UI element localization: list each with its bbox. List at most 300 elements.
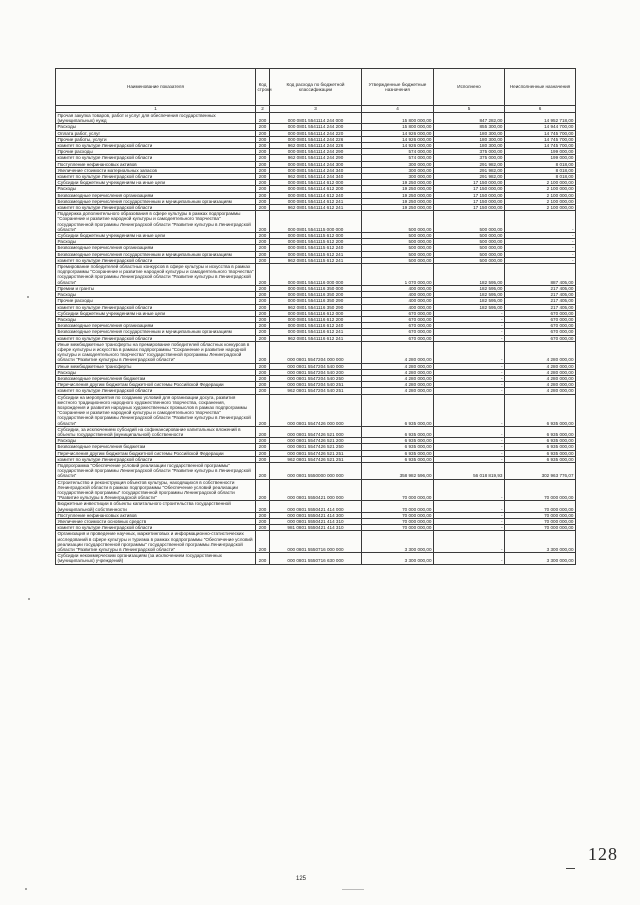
column-number: 1 (56, 106, 256, 113)
row-budget-code: 000 0801 5541114 244 226 (270, 136, 362, 142)
row-name: Прочие расходы (56, 149, 256, 155)
row-executed: - (434, 512, 505, 518)
row-budget-code: 000 0801 5547204 540 250 (270, 375, 362, 381)
row-unexecuted: - (505, 257, 576, 263)
row-unexecuted: 2 100 000,00 (505, 192, 576, 198)
row-name: Безвозмездные перечисления организациям (56, 323, 256, 329)
row-budget-code: 000 0801 5550716 630 000 (270, 553, 362, 564)
row-line-code: 200 (256, 174, 270, 180)
header-name: Наименование показателя (56, 69, 256, 106)
row-line-code: 200 (256, 124, 270, 130)
table-row (56, 251, 576, 257)
row-line-code: 200 (256, 462, 270, 479)
row-line-code: 200 (256, 211, 270, 233)
row-executed: - (434, 394, 505, 426)
row-budget-code: 000 0801 5541115 612 200 (270, 239, 362, 245)
row-name: Иные межбюджетные трансферты (56, 363, 256, 369)
row-executed: - (434, 335, 505, 341)
row-name: Субсидии некоммерческим организациям (за исключением государственных (муниципальных) учреждений) (56, 553, 256, 564)
row-line-code: 200 (256, 198, 270, 204)
row-approved: 500 000,00 (362, 233, 434, 239)
row-line-code: 200 (256, 186, 270, 192)
row-line-code: 200 (256, 292, 270, 298)
row-name: Безвозмездные перечисления государственным и муниципальным организациям (56, 329, 256, 335)
row-unexecuted: 4 280 000,00 (505, 375, 576, 381)
row-name: Безвозмездные перечисления государственным и муниципальным организациям (56, 251, 256, 257)
row-executed: 182 595,00 (434, 292, 505, 298)
scan-speck (25, 888, 27, 890)
row-unexecuted: 3 300 000,00 (505, 553, 576, 564)
row-budget-code: 000 0801 5547426 000 000 (270, 394, 362, 426)
row-budget-code: 962 0801 5541116 612 241 (270, 335, 362, 341)
row-approved: 14 926 000,00 (362, 143, 434, 149)
row-executed: - (434, 438, 505, 444)
row-line-code: 200 (256, 369, 270, 375)
row-budget-code: 000 0801 5547426 521 200 (270, 438, 362, 444)
row-executed: 17 150 000,00 (434, 186, 505, 192)
row-executed: 375 000,00 (434, 149, 505, 155)
row-line-code: 200 (256, 329, 270, 335)
row-line-code: 200 (256, 180, 270, 186)
row-unexecuted: 14 745 700,00 (505, 143, 576, 149)
row-name: Субсидии на мероприятия по созданию условий для организации досуга, развития местного традиционного народного художественного творчества, сохранения, возрождения и развития народных художественных промыслов в рамках подпрограммы "Сохранение и развитие народной культуры и самодеятельного творчества" государственной программы Ленинградской области "Развитие культуры в Ленинградской области" (56, 394, 256, 426)
row-unexecuted: 2 100 000,00 (505, 180, 576, 186)
row-line-code: 200 (256, 501, 270, 512)
row-executed: - (434, 456, 505, 462)
row-budget-code: 000 0801 5541114 244 290 (270, 149, 362, 155)
row-unexecuted: 199 000,00 (505, 149, 576, 155)
row-approved: 500 000,00 (362, 211, 434, 233)
row-line-code: 200 (256, 285, 270, 291)
row-unexecuted: 6 935 000,00 (505, 426, 576, 437)
row-approved: 19 250 000,00 (362, 180, 434, 186)
row-unexecuted: 2 100 000,00 (505, 198, 576, 204)
row-executed: - (434, 310, 505, 316)
row-budget-code: 000 0801 5541114 244 000 (270, 113, 362, 124)
row-approved: 670 000,00 (362, 310, 434, 316)
row-line-code: 200 (256, 553, 270, 564)
row-budget-code: 000 0801 5541114 244 200 (270, 124, 362, 130)
row-unexecuted: 217 405,00 (505, 298, 576, 304)
row-budget-code: 962 0801 5541114 244 226 (270, 143, 362, 149)
row-name: Увеличение стоимости материальных запасов (56, 167, 256, 173)
row-name: Расходы (56, 186, 256, 192)
row-budget-code: 000 0801 5541116 612 241 (270, 329, 362, 335)
row-budget-code: 962 0801 5541114 244 290 (270, 155, 362, 161)
row-line-code: 200 (256, 239, 270, 245)
row-executed: - (434, 341, 505, 363)
row-budget-code: 000 0801 5541116 612 000 (270, 310, 362, 316)
row-budget-code: 000 0801 5541114 244 340 (270, 167, 362, 173)
margin-dash (566, 868, 575, 869)
row-unexecuted: 14 952 718,00 (505, 113, 576, 124)
row-name: Расходы (56, 438, 256, 444)
table-row (56, 233, 576, 239)
row-line-code: 200 (256, 438, 270, 444)
row-executed: 180 300,00 (434, 143, 505, 149)
row-executed: - (434, 444, 505, 450)
row-line-code: 200 (256, 375, 270, 381)
row-line-code: 200 (256, 316, 270, 322)
row-budget-code: 981 0801 5550421 414 310 (270, 525, 362, 531)
row-unexecuted: 670 000,00 (505, 310, 576, 316)
row-budget-code: 000 0801 5547426 521 251 (270, 450, 362, 456)
row-budget-code: 000 0801 5541115 612 000 (270, 233, 362, 239)
row-executed: - (434, 316, 505, 322)
row-approved: 19 250 000,00 (362, 192, 434, 198)
row-line-code: 200 (256, 310, 270, 316)
row-approved: 19 250 000,00 (362, 205, 434, 211)
row-line-code: 200 (256, 298, 270, 304)
row-approved: 500 000,00 (362, 239, 434, 245)
row-executed: 291 982,00 (434, 167, 505, 173)
row-executed: 375 000,00 (434, 155, 505, 161)
row-name: Премии и гранты (56, 285, 256, 291)
row-executed: 500 000,00 (434, 239, 505, 245)
table-row (56, 155, 576, 161)
column-number: 4 (362, 106, 434, 113)
row-budget-code: 000 0801 5547204 540 200 (270, 369, 362, 375)
row-approved: 300 000,00 (362, 161, 434, 167)
row-approved: 574 000,00 (362, 149, 434, 155)
row-executed: - (434, 363, 505, 369)
row-unexecuted: 70 000 000,00 (505, 501, 576, 512)
row-line-code: 200 (256, 525, 270, 531)
header-unexecuted: Неисполненные назначения (505, 69, 576, 106)
row-executed: - (434, 323, 505, 329)
row-unexecuted: 70 000 000,00 (505, 512, 576, 518)
row-executed: 17 150 000,00 (434, 205, 505, 211)
row-name: комитет по культуре Ленинградской области (56, 335, 256, 341)
row-name: Иные межбюджетные трансферты на премирование победителей областных конкурсов в сфере культуры и искусства в рамках подпрограммы "Сохранение и развитие народной культуры и самодеятельного творчества" государственной программы Ленинградской области "Развитие культуры в Ленинградской области" (56, 341, 256, 363)
row-unexecuted: 2 100 000,00 (505, 205, 576, 211)
row-line-code: 200 (256, 167, 270, 173)
column-number-row (56, 106, 576, 113)
row-approved: 6 935 000,00 (362, 450, 434, 456)
row-executed: 17 150 000,00 (434, 198, 505, 204)
row-approved: 6 935 000,00 (362, 456, 434, 462)
row-name: комитет по культуре Ленинградской области (56, 456, 256, 462)
row-approved: 70 000 000,00 (362, 525, 434, 531)
row-line-code: 200 (256, 388, 270, 394)
row-unexecuted: 217 405,00 (505, 285, 576, 291)
row-unexecuted: 302 963 776,07 (505, 462, 576, 479)
row-unexecuted: 8 018,00 (505, 161, 576, 167)
row-executed: 500 000,00 (434, 245, 505, 251)
row-line-code: 200 (256, 531, 270, 553)
row-name: комитет по культуре Ленинградской области (56, 388, 256, 394)
row-executed: - (434, 519, 505, 525)
row-approved: 358 982 596,00 (362, 462, 434, 479)
row-approved: 300 000,00 (362, 167, 434, 173)
table-row (56, 462, 576, 479)
row-executed: - (434, 382, 505, 388)
scan-speck (28, 598, 30, 600)
row-budget-code: 000 0801 5541115 612 240 (270, 245, 362, 251)
row-name: комитет по культуре Ленинградской области (56, 304, 256, 310)
row-executed: 500 000,00 (434, 257, 505, 263)
row-approved: 4 280 000,00 (362, 341, 434, 363)
row-executed: 182 595,00 (434, 304, 505, 310)
row-name: Расходы (56, 124, 256, 130)
row-approved: 6 935 000,00 (362, 438, 434, 444)
header-executed: Исполнено (434, 69, 505, 106)
row-line-code: 200 (256, 519, 270, 525)
row-line-code: 200 (256, 233, 270, 239)
row-unexecuted: 887 405,00 (505, 264, 576, 286)
table-row (56, 479, 576, 501)
row-line-code: 200 (256, 323, 270, 329)
row-name: Поддержка дополнительного образования в сфере культуры в рамках подпрограммы "Сохранение и развитие народной культуры и самодеятельного творчества" государственной программы Ленинградской области "Развитие культуры в Ленинградской области" (56, 211, 256, 233)
row-executed: 182 595,00 (434, 285, 505, 291)
row-approved: 70 000 000,00 (362, 501, 434, 512)
row-approved: 4 280 000,00 (362, 388, 434, 394)
row-line-code: 200 (256, 335, 270, 341)
row-executed: 56 018 819,93 (434, 462, 505, 479)
table-row (56, 245, 576, 251)
row-approved: 14 926 000,00 (362, 130, 434, 136)
row-budget-code: 000 0801 5550421 000 000 (270, 479, 362, 501)
row-unexecuted: 70 000 000,00 (505, 479, 576, 501)
report-sheet (55, 68, 575, 565)
row-line-code: 200 (256, 113, 270, 124)
row-approved: 500 000,00 (362, 257, 434, 263)
row-name: Прочие работы, услуги (56, 136, 256, 142)
row-executed: 182 595,00 (434, 264, 505, 286)
header-approved: Утвержденные бюджетные назначения (362, 69, 434, 106)
row-name: Субсидии бюджетным учреждениям на иные цели (56, 233, 256, 239)
row-unexecuted: 14 745 700,00 (505, 130, 576, 136)
row-name: Премирование победителей областных конкурсов в сфере культуры и искусства в рамках подпрограммы "Сохранение и развитие народной культуры и самодеятельного творчества" государственной программы Ленинградской области "Развитие культуры в Ленинградской области" (57, 264, 254, 285)
row-budget-code: 000 0801 5550421 414 310 (270, 519, 362, 525)
row-budget-code: 000 0801 5541116 350 000 (270, 285, 362, 291)
row-executed: 291 982,00 (434, 174, 505, 180)
row-unexecuted: 8 018,00 (505, 167, 576, 173)
row-unexecuted: 14 944 700,00 (505, 124, 576, 130)
row-name: Субсидии бюджетным учреждениям на иные цели (56, 180, 256, 186)
row-budget-code: 000 0801 5547426 521 250 (270, 444, 362, 450)
row-budget-code: 000 0801 5541115 000 000 (270, 211, 362, 233)
row-name: Перечисления другим бюджетам бюджетной системы Российской Федерации (56, 450, 256, 456)
row-name: Подпрограмма "Обеспечение условий реализации государственной программы" государственной программы Ленинградской области "Развитие культуры в Ленинградской области" (56, 462, 256, 479)
row-line-code: 200 (256, 512, 270, 518)
row-unexecuted: 670 000,00 (505, 335, 576, 341)
row-name: Увеличение стоимости основных средств (56, 519, 256, 525)
row-line-code: 200 (256, 130, 270, 136)
row-budget-code: 000 0801 5550716 000 000 (270, 531, 362, 553)
row-approved: 3 300 000,00 (362, 553, 434, 564)
row-budget-code: 962 0801 5547426 521 251 (270, 456, 362, 462)
row-executed: 180 300,00 (434, 136, 505, 142)
table-row (56, 553, 576, 564)
row-name: комитет по культуре Ленинградской области (56, 257, 256, 263)
row-line-code: 200 (256, 363, 270, 369)
row-approved: 500 000,00 (362, 245, 434, 251)
row-unexecuted: 6 935 000,00 (505, 438, 576, 444)
row-executed: - (434, 450, 505, 456)
row-approved: 15 800 000,00 (362, 124, 434, 130)
row-name: Бюджетные инвестиции в объекты капитального строительства государственной (муниципальной) собственности (56, 501, 256, 512)
row-name: Расходы (56, 316, 256, 322)
row-executed: 500 000,00 (434, 211, 505, 233)
row-budget-code: 000 0801 5547204 000 000 (270, 341, 362, 363)
row-name: Перечисления другим бюджетам бюджетной системы Российской Федерации (56, 382, 256, 388)
row-name: комитет по культуре Ленинградской области (56, 525, 256, 531)
row-name: Безвозмездные перечисления бюджетам (56, 375, 256, 381)
row-executed: - (434, 479, 505, 501)
row-budget-code: 000 0801 5550000 000 000 (270, 462, 362, 479)
row-name: Организация и проведение научных, маркетинговых и информационно-статистических исследований в сфере культуры и туризма в рамках подпрограммы "Обеспечение условий реализации государственной программы" государственной программы Ленинградской области "Развитие культуры в Ленинградской области" (56, 531, 256, 553)
row-line-code: 200 (256, 394, 270, 426)
row-unexecuted: 670 000,00 (505, 316, 576, 322)
table-row (56, 531, 576, 553)
row-approved: 300 000,00 (362, 174, 434, 180)
row-budget-code: 000 0801 5541114 244 300 (270, 161, 362, 167)
table-row (56, 198, 576, 204)
row-unexecuted: 70 000 000,00 (505, 525, 576, 531)
row-line-code: 200 (256, 264, 270, 286)
row-approved: 500 000,00 (362, 251, 434, 257)
row-name: комитет по культуре Ленинградской области (56, 174, 256, 180)
row-line-code: 200 (256, 382, 270, 388)
row-budget-code: 000 0801 5541116 612 200 (270, 316, 362, 322)
row-line-code: 200 (256, 136, 270, 142)
row-executed: - (434, 553, 505, 564)
row-approved: 670 000,00 (362, 323, 434, 329)
row-approved: 574 000,00 (362, 155, 434, 161)
row-executed: 291 982,00 (434, 161, 505, 167)
row-executed: 182 595,00 (434, 298, 505, 304)
row-budget-code: 000 0801 5541116 350 200 (270, 292, 362, 298)
row-approved: 4 280 000,00 (362, 363, 434, 369)
row-approved: 400 000,00 (362, 304, 434, 310)
row-executed: - (434, 329, 505, 335)
row-budget-code: 962 0801 5547204 540 251 (270, 388, 362, 394)
row-budget-code: 000 0801 5541114 612 241 (270, 198, 362, 204)
row-unexecuted: - (505, 239, 576, 245)
row-line-code: 200 (256, 192, 270, 198)
row-budget-code: 000 0801 5550421 414 000 (270, 501, 362, 512)
row-name: Субсидии бюджетным учреждениям на иные цели (56, 310, 256, 316)
row-executed: 17 150 000,00 (434, 180, 505, 186)
row-unexecuted: 70 000 000,00 (505, 519, 576, 525)
column-number: 2 (256, 106, 270, 113)
row-approved: 670 000,00 (362, 329, 434, 335)
row-approved: 70 000 000,00 (362, 479, 434, 501)
row-line-code: 200 (256, 450, 270, 456)
row-budget-code: 000 0801 5541115 612 241 (270, 251, 362, 257)
row-unexecuted: 4 280 000,00 (505, 388, 576, 394)
row-executed: 500 000,00 (434, 251, 505, 257)
row-executed: 180 300,00 (434, 130, 505, 136)
table-row (56, 161, 576, 167)
row-budget-code: 000 0801 5541114 612 200 (270, 186, 362, 192)
row-approved: 1 070 000,00 (362, 264, 434, 286)
row-unexecuted: 670 000,00 (505, 329, 576, 335)
row-executed: - (434, 388, 505, 394)
row-budget-code: 000 0801 5547204 540 251 (270, 382, 362, 388)
row-executed: - (434, 525, 505, 531)
row-budget-code: 000 0801 5541116 350 290 (270, 298, 362, 304)
row-unexecuted: 217 405,00 (505, 292, 576, 298)
row-name: Прочие расходы (56, 298, 256, 304)
row-name: комитет по культуре Ленинградской области (56, 155, 256, 161)
row-name: Расходы (56, 292, 256, 298)
row-approved: 3 300 000,00 (362, 531, 434, 553)
row-approved: 19 250 000,00 (362, 198, 434, 204)
table-row (56, 501, 576, 512)
table-body (56, 113, 576, 565)
row-budget-code: 962 0801 5541115 612 241 (270, 257, 362, 263)
row-executed: - (434, 369, 505, 375)
row-line-code: 200 (256, 341, 270, 363)
row-approved: 70 000 000,00 (362, 519, 434, 525)
row-line-code: 200 (256, 444, 270, 450)
row-name: Расходы (56, 239, 256, 245)
column-number: 5 (434, 106, 505, 113)
row-approved: 400 000,00 (362, 285, 434, 291)
row-approved: 4 280 000,00 (362, 382, 434, 388)
row-budget-code: 000 0801 5550421 414 300 (270, 512, 362, 518)
column-number: 6 (505, 106, 576, 113)
row-unexecuted: 4 280 000,00 (505, 363, 576, 369)
row-unexecuted: - (505, 211, 576, 233)
row-name: Прочая закупка товаров, работ и услуг для обеспечения государственных (муниципальных) нужд (56, 113, 256, 124)
row-name: Безвозмездные перечисления организациям (56, 192, 256, 198)
row-executed: - (434, 501, 505, 512)
row-executed: 17 150 000,00 (434, 192, 505, 198)
row-unexecuted: 3 300 000,00 (505, 531, 576, 553)
row-name: Строительство и реконструкция объектов культуры, находящихся в собственности Ленинградской области в рамках подпрограммы "Обеспечение условий реализации государственной программы" государственной программы Ленинградской области "Развитие культуры в Ленинградской области" (56, 479, 256, 501)
row-unexecuted: 6 935 000,00 (505, 450, 576, 456)
row-unexecuted: 670 000,00 (505, 323, 576, 329)
row-approved: 14 926 000,00 (362, 136, 434, 142)
scan-speck (27, 296, 29, 298)
row-line-code: 200 (256, 251, 270, 257)
row-name: Субсидии, за исключением субсидий на софинансирование капитальных вложений в объекты государственной (муниципальной) собственности (56, 426, 256, 437)
row-name: Поступление нефинансовых активов (56, 161, 256, 167)
table-row (56, 257, 576, 263)
row-approved: 19 250 000,00 (362, 186, 434, 192)
row-budget-code: 962 0801 5541114 612 241 (270, 205, 362, 211)
row-line-code: 200 (256, 161, 270, 167)
row-executed: 500 000,00 (434, 233, 505, 239)
row-line-code: 200 (256, 155, 270, 161)
row-approved: 6 935 000,00 (362, 426, 434, 437)
row-approved: 15 800 000,00 (362, 113, 434, 124)
row-executed: 855 300,00 (434, 124, 505, 130)
table-row (56, 113, 576, 124)
row-unexecuted: 2 100 000,00 (505, 186, 576, 192)
row-budget-code: 000 0801 5541114 612 240 (270, 192, 362, 198)
row-line-code: 200 (256, 304, 270, 310)
row-budget-code: 000 0801 5541114 612 000 (270, 180, 362, 186)
row-unexecuted: 6 935 000,00 (505, 456, 576, 462)
row-unexecuted: 14 745 700,00 (505, 136, 576, 142)
row-name: комитет по культуре Ленинградской области (56, 143, 256, 149)
row-approved: 400 000,00 (362, 292, 434, 298)
row-unexecuted: 199 000,00 (505, 155, 576, 161)
table-row (56, 341, 576, 363)
row-line-code: 200 (256, 149, 270, 155)
row-name: Оплата работ, услуг (56, 130, 256, 136)
row-unexecuted: 4 280 000,00 (505, 382, 576, 388)
row-unexecuted: 6 935 000,00 (505, 394, 576, 426)
row-line-code: 200 (256, 257, 270, 263)
row-budget-code: 000 0801 5541114 244 220 (270, 130, 362, 136)
scan-speck (342, 889, 364, 890)
row-approved: 670 000,00 (362, 316, 434, 322)
